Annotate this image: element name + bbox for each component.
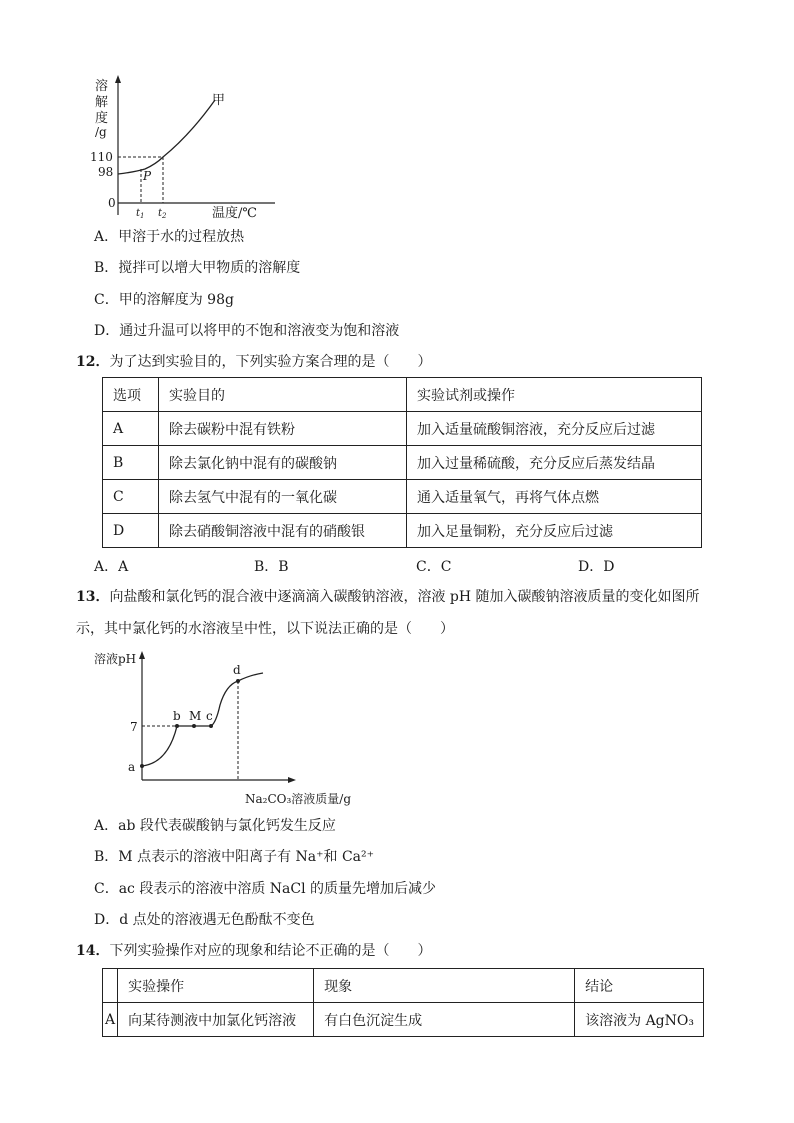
q12-stem: 12．为了达到实验目的，下列实验方案合理的是（ ） bbox=[76, 354, 432, 370]
q12-answer-c[interactable]: C．C bbox=[416, 559, 452, 575]
ph-chart bbox=[90, 645, 360, 810]
table-row bbox=[103, 514, 702, 548]
table-header-row bbox=[103, 969, 704, 1003]
solubility-chart bbox=[90, 70, 280, 220]
q14-header-phenomenon: 现象 bbox=[314, 969, 575, 1003]
q12-table bbox=[102, 377, 702, 548]
y-tick-0: 0 bbox=[108, 196, 116, 210]
ph-curve bbox=[142, 673, 263, 766]
point-m-label: M bbox=[189, 709, 202, 723]
series-jia-label: 甲 bbox=[212, 93, 226, 108]
table-cell: 该溶液为 AgNO₃ bbox=[575, 1003, 704, 1037]
svg-text:解: 解 bbox=[95, 95, 109, 110]
table-cell: A bbox=[103, 1003, 118, 1037]
y-axis-label: 溶液pH bbox=[94, 652, 137, 666]
q12-header-method: 实验试剂或操作 bbox=[407, 378, 702, 412]
q14-table bbox=[102, 968, 704, 1037]
table-cell: C bbox=[103, 480, 159, 514]
q13-stem-line2: 示，其中氯化钙的水溶液呈中性，以下说法正确的是（ ） bbox=[76, 621, 454, 637]
series-jia-curve bbox=[118, 100, 215, 174]
q12-header-option: 选项 bbox=[103, 378, 159, 412]
table-cell: B bbox=[103, 446, 159, 480]
x-axis-label: 温度/℃ bbox=[212, 206, 257, 220]
q13-option-b[interactable]: B．M 点表示的溶液中阳离子有 Na⁺和 Ca²⁺ bbox=[94, 849, 375, 865]
point-d-label: d bbox=[233, 663, 241, 677]
q13-option-a[interactable]: A．ab 段代表碳酸钠与氯化钙发生反应 bbox=[94, 818, 336, 834]
table-cell: 通入适量氧气，再将气体点燃 bbox=[407, 480, 702, 514]
q13-option-d[interactable]: D．d 点处的溶液遇无色酚酞不变色 bbox=[94, 912, 315, 928]
q14-number: 14． bbox=[76, 943, 110, 959]
q14-header-operation: 实验操作 bbox=[118, 969, 314, 1003]
table-cell: 除去氯化钠中混有的碳酸钠 bbox=[159, 446, 407, 480]
table-cell: 除去氢气中混有的一氧化碳 bbox=[159, 480, 407, 514]
table-row bbox=[103, 446, 702, 480]
q13-stem-line1: 13．向盐酸和氯化钙的混合液中逐滴滴入碳酸钠溶液，溶液 pH 随加入碳酸钠溶液质量的变化如图所 bbox=[76, 589, 700, 605]
q12-number: 12． bbox=[76, 354, 110, 370]
point-c-label: c bbox=[206, 709, 213, 723]
table-row bbox=[103, 480, 702, 514]
q11-option-b[interactable]: B．搅拌可以增大甲物质的溶解度 bbox=[94, 260, 301, 276]
table-cell: 除去碳粉中混有铁粉 bbox=[159, 412, 407, 446]
q14-header-conclusion: 结论 bbox=[575, 969, 704, 1003]
y-axis-label: 溶 bbox=[95, 79, 109, 94]
q11-option-d[interactable]: D．通过升温可以将甲的不饱和溶液变为饱和溶液 bbox=[94, 323, 400, 339]
table-cell: 向某待测液中加氯化钙溶液 bbox=[118, 1003, 314, 1037]
q12-answer-a[interactable]: A．A bbox=[94, 559, 129, 575]
svg-text:度: 度 bbox=[95, 111, 109, 126]
y-tick-7: 7 bbox=[130, 720, 138, 734]
x-axis-arrow bbox=[288, 777, 296, 783]
q14-header-option bbox=[103, 969, 118, 1003]
table-cell: A bbox=[103, 412, 159, 446]
q12-answer-d[interactable]: D．D bbox=[578, 559, 615, 575]
q13-number: 13． bbox=[76, 589, 110, 605]
table-cell: 加入过量稀硫酸，充分反应后蒸发结晶 bbox=[407, 446, 702, 480]
table-row bbox=[103, 412, 702, 446]
q12-header-goal: 实验目的 bbox=[159, 378, 407, 412]
x-tick-t1: $t_1$ bbox=[136, 208, 145, 220]
q11-option-a[interactable]: A．甲溶于水的过程放热 bbox=[94, 229, 245, 245]
table-cell: 除去硝酸铜溶液中混有的硝酸银 bbox=[159, 514, 407, 548]
y-tick-98: 98 bbox=[98, 165, 114, 179]
point-a-label: a bbox=[128, 760, 136, 774]
x-tick-t2: $t_2$ bbox=[158, 208, 167, 220]
table-header-row bbox=[103, 378, 702, 412]
point-b-label: b bbox=[173, 709, 181, 723]
q12-answer-b[interactable]: B．B bbox=[254, 559, 289, 575]
y-axis-arrow bbox=[115, 75, 121, 83]
table-row bbox=[103, 1003, 704, 1037]
q14-stem: 14．下列实验操作对应的现象和结论不正确的是（ ） bbox=[76, 943, 432, 959]
x-axis-label: Na₂CO₃溶液质量/g bbox=[245, 792, 352, 806]
table-cell: 加入足量铜粉，充分反应后过滤 bbox=[407, 514, 702, 548]
svg-text:/g: /g bbox=[95, 125, 107, 139]
table-cell: 加入适量硫酸铜溶液，充分反应后过滤 bbox=[407, 412, 702, 446]
q11-option-c[interactable]: C．甲的溶解度为 98g bbox=[94, 292, 234, 308]
point-p-label: P bbox=[143, 169, 152, 183]
y-tick-110: 110 bbox=[90, 150, 113, 164]
q13-option-c[interactable]: C．ac 段表示的溶液中溶质 NaCl 的质量先增加后减少 bbox=[94, 881, 437, 897]
y-axis-arrow bbox=[139, 651, 145, 659]
table-cell: 有白色沉淀生成 bbox=[314, 1003, 575, 1037]
table-cell: D bbox=[103, 514, 159, 548]
